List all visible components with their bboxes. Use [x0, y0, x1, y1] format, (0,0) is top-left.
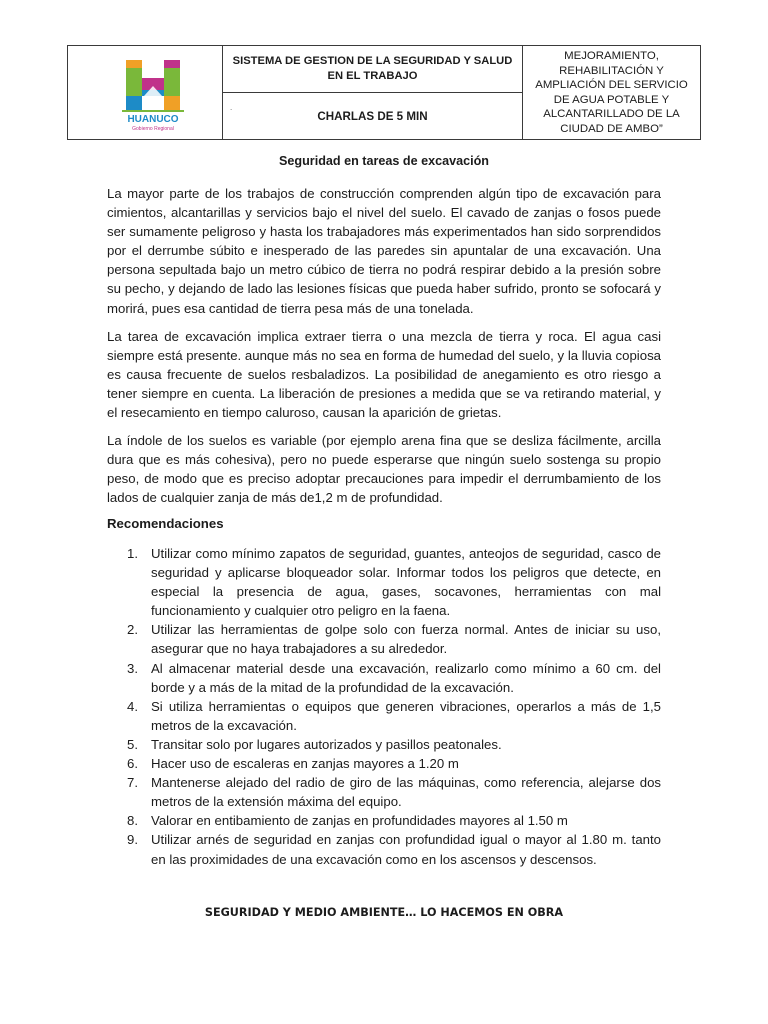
- list-text: Utilizar las herramientas de golpe solo con fuerza normal. Antes de iniciar su uso, asegurar que no haya trabajadores a su alrededor.: [151, 622, 661, 657]
- list-text: Transitar solo por lugares autorizados y pasillos peatonales.: [151, 736, 502, 752]
- list-item: [107, 620, 661, 658]
- charlas-title: CHARLAS DE 5 MIN: [317, 109, 428, 123]
- list-number: 7.: [127, 775, 138, 791]
- list-number: 5.: [127, 736, 138, 752]
- logo-tagline: Gobierno Regional: [132, 126, 174, 132]
- list-item: [107, 735, 661, 754]
- list-number: 4.: [127, 698, 138, 714]
- list-text: Al almacenar material desde una excavación, realizarlo como mínimo a 60 cm. del borde y a más de la mitad de la profundidad de la excavación.: [151, 660, 661, 695]
- footer-slogan: SEGURIDAD Y MEDIO AMBIENTE… LO HACEMOS EN OBRA: [204, 906, 564, 919]
- list-number: 1.: [127, 546, 138, 561]
- logo-cell: [68, 46, 223, 139]
- list-text: Hacer uso de escaleras en zanjas mayores a 1.20 m: [151, 756, 459, 772]
- list-item: [107, 754, 661, 773]
- list-item: [107, 659, 661, 697]
- header-table: [67, 45, 701, 140]
- system-title: SISTEMA DE GESTION DE LA SEGURIDAD Y SALUD EN EL TRABAJO: [223, 46, 523, 93]
- list-text: Si utiliza herramientas o equipos que generen vibraciones, operarlos a más de 1,5 metros de la excavación.: [151, 698, 661, 733]
- list-number: 2.: [127, 622, 138, 638]
- huanuco-logo-icon: [114, 56, 192, 132]
- list-text: Mantenerse alejado del radio de giro de las máquinas, como referencia, alejarse dos metros de la extensión máxima del equipo.: [151, 775, 661, 810]
- charlas-cell: [223, 93, 523, 139]
- list-number: 9.: [127, 832, 138, 848]
- paragraph-excavation-task: La tarea de excavación implica extraer tierra o una mezcla de tierra y roca. El agua casi siempre está presente. aunque más no sea en forma de humedad del suelo, y la lluvia copiosa es causa frecuente de suelos resbaladizos. La posibilidad de anegamiento es otro riesgo a tener siempre en cuenta. La liberación de presiones a medida que se va retirando material, y el resecamiento en tiempo caluroso, causan la aparición de grietas.: [107, 329, 661, 421]
- list-item: [107, 773, 661, 811]
- project-name: MEJORAMIENTO, REHABILITACIÓN Y AMPLIACIÓN DEL SERVICIO DE AGUA POTABLE Y ALCANTARILLADO DE LA CIUDAD DE AMBO”: [535, 50, 688, 135]
- logo-text: HUANUCO: [127, 114, 179, 125]
- list-text: Utilizar como mínimo zapatos de seguridad, guantes, anteojos de seguridad, casco de seguridad y aplicarse bloqueador solar. Informar todos los peligros que detecte, en especial la presencia de agua, gases, socavones, herramientas con mal funcionamiento y cualquier otro peligro en la faena.: [151, 546, 661, 619]
- list-text: Utilizar arnés de seguridad en zanjas con profundidad igual o mayor al 1.80 m. tanto en las proximidades de una excavación como en los ascensos y descensos.: [151, 832, 661, 867]
- paragraph-soils: La índole de los suelos es variable (por ejemplo arena fina que se desliza fácilmente, arcilla dura que es más cohesiva), pero no puede esperarse que ningún suelo sostenga su propio peso, de modo que es preciso adoptar precauciones para impedir el derrumbamiento de los lados de cualquier zanja de más de1,2 m de profundidad.: [107, 433, 661, 506]
- cell-mark: .: [230, 103, 233, 112]
- list-number: 8.: [127, 813, 138, 829]
- document-title: Seguridad en tareas de excavación: [279, 154, 489, 168]
- list-item: [107, 811, 661, 830]
- list-item: [107, 697, 661, 735]
- list-number: 3.: [127, 660, 138, 676]
- list-text: Valorar en entibamiento de zanjas en profundidades mayores al 1.50 m: [151, 813, 568, 829]
- recommendations-list: [107, 544, 661, 869]
- paragraph-intro: La mayor parte de los trabajos de construcción comprenden algún tipo de excavación para cimientos, alcantarillas y servicios bajo el nivel del suelo. El cavado de zanjas o fosos puede ser sumamente peligroso y hasta los trabajadores más experimentados han sido sorprendidos por el derrumbe súbito e inesperado de las paredes sin apuntalar de una excavación. Una persona sepultada bajo un metro cúbico de tierra no podrá respirar debido a la presión sobre su pecho, y dejando de lado las lesiones físicas que pueda haber sufrido, pronto se sofocará y morirá, pues esa cantidad de tierra pesa más de una tonelada.: [107, 186, 661, 316]
- list-number: 6.: [127, 756, 138, 772]
- list-item: [107, 544, 661, 620]
- list-item: [107, 830, 661, 868]
- recommendations-heading: Recomendaciones: [107, 516, 224, 531]
